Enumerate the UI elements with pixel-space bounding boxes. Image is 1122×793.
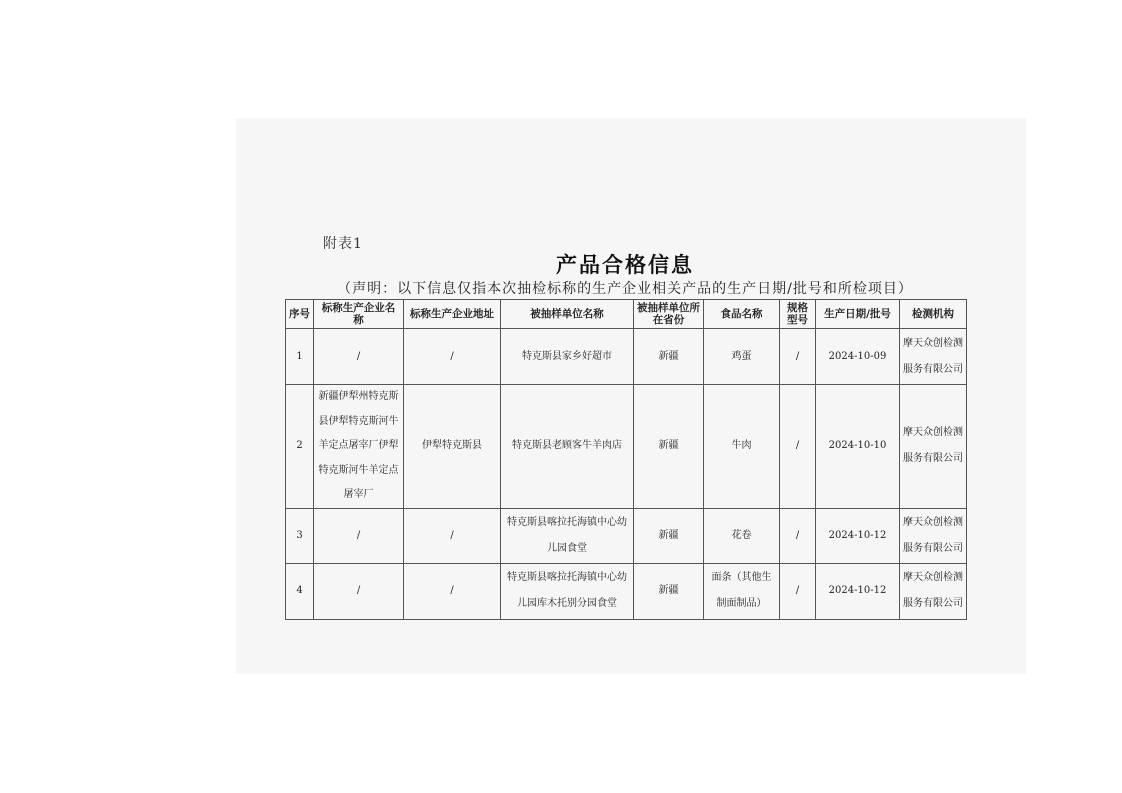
cell-sampled-unit: 特克斯县老顾客牛羊肉店 xyxy=(501,385,634,509)
page-title: 产品合格信息 xyxy=(556,252,694,277)
cell-index: 2 xyxy=(286,385,314,509)
cell-food-name: 牛肉 xyxy=(704,385,780,509)
cell-index: 3 xyxy=(286,508,314,563)
cell-sampled-unit: 特克斯县喀拉托海镇中心幼儿园食堂 xyxy=(501,508,634,563)
cell-spec: / xyxy=(780,563,816,619)
header-province: 被抽样单位所在省份 xyxy=(634,300,704,329)
cell-testing-agency: 摩天众创检测服务有限公司 xyxy=(900,508,967,563)
cell-sampled-unit: 特克斯县家乡好超市 xyxy=(501,329,634,385)
product-table xyxy=(285,299,967,620)
cell-testing-agency: 摩天众创检测服务有限公司 xyxy=(900,563,967,619)
cell-food-name: 面条（其他生制面制品） xyxy=(704,563,780,619)
table-header-row xyxy=(286,300,967,329)
cell-index: 1 xyxy=(286,329,314,385)
cell-sampled-unit: 特克斯县喀拉托海镇中心幼儿园库木托别分园食堂 xyxy=(501,563,634,619)
header-index: 序号 xyxy=(286,300,314,329)
cell-manufacturer: / xyxy=(314,563,404,619)
cell-address: / xyxy=(404,508,501,563)
header-production-date: 生产日期/批号 xyxy=(816,300,900,329)
cell-food-name: 鸡蛋 xyxy=(704,329,780,385)
header-sampled-unit: 被抽样单位名称 xyxy=(501,300,634,329)
table-row xyxy=(286,385,967,509)
statement-note: （声明：以下信息仅指本次抽检标称的生产企业相关产品的生产日期/批号和所检项目） xyxy=(337,281,913,297)
cell-index: 4 xyxy=(286,563,314,619)
cell-production-date: 2024-10-12 xyxy=(816,563,900,619)
cell-address: / xyxy=(404,563,501,619)
cell-address: / xyxy=(404,329,501,385)
cell-manufacturer: 新疆伊犁州特克斯县伊犁特克斯河牛羊定点屠宰厂伊犁特克斯河牛羊定点屠宰厂 xyxy=(314,385,404,509)
header-manufacturer-address: 标称生产企业地址 xyxy=(404,300,501,329)
cell-food-name: 花卷 xyxy=(704,508,780,563)
header-testing-agency: 检测机构 xyxy=(900,300,967,329)
header-manufacturer: 标称生产企业名称 xyxy=(314,300,404,329)
header-food-name: 食品名称 xyxy=(704,300,780,329)
cell-production-date: 2024-10-12 xyxy=(816,508,900,563)
header-spec: 规格型号 xyxy=(780,300,816,329)
cell-spec: / xyxy=(780,385,816,509)
cell-province: 新疆 xyxy=(634,329,704,385)
table-row xyxy=(286,563,967,619)
cell-address: 伊犁特克斯县 xyxy=(404,385,501,509)
cell-manufacturer: / xyxy=(314,508,404,563)
cell-spec: / xyxy=(780,329,816,385)
cell-testing-agency: 摩天众创检测服务有限公司 xyxy=(900,385,967,509)
table-row xyxy=(286,329,967,385)
cell-province: 新疆 xyxy=(634,385,704,509)
cell-province: 新疆 xyxy=(634,508,704,563)
cell-production-date: 2024-10-10 xyxy=(816,385,900,509)
attachment-label: 附表1 xyxy=(323,236,363,252)
cell-testing-agency: 摩天众创检测服务有限公司 xyxy=(900,329,967,385)
cell-spec: / xyxy=(780,508,816,563)
cell-production-date: 2024-10-09 xyxy=(816,329,900,385)
table-row xyxy=(286,508,967,563)
cell-province: 新疆 xyxy=(634,563,704,619)
cell-manufacturer: / xyxy=(314,329,404,385)
